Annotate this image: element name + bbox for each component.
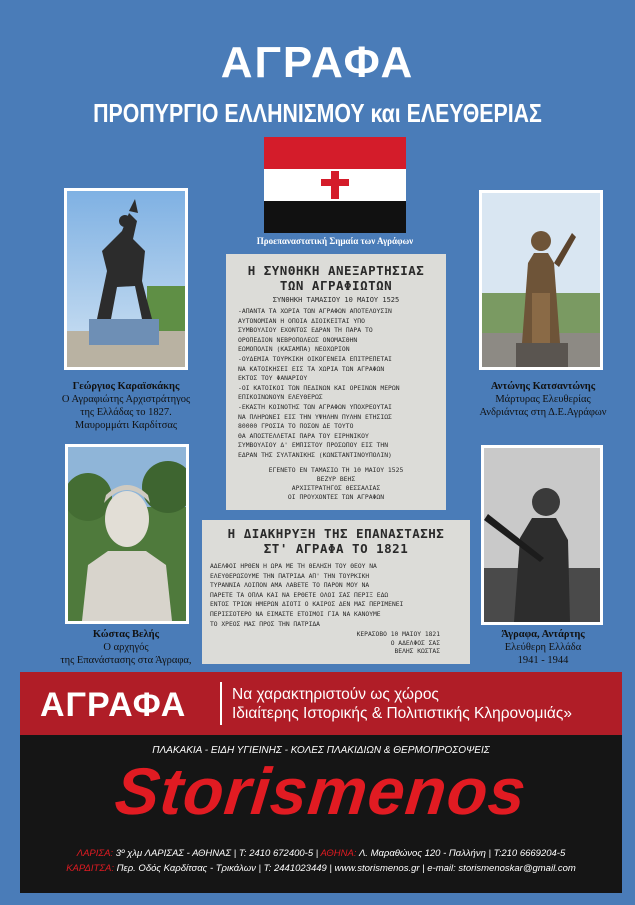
red-cross-icon xyxy=(264,169,406,201)
plaque2-line: ΠΑΡΕΤΕ ΤΑ ΟΠΛΑ ΚΑΙ ΝΑ ΕΡΘΕΤΕ ΟΛΟΙ ΣΑΣ ΠΕΡΙΞ ΕΔΩ xyxy=(210,591,389,599)
revolution-declaration-plaque xyxy=(202,520,470,664)
katsantonis-caption xyxy=(458,380,628,419)
antartis-line2: 1941 - 1944 xyxy=(517,655,569,666)
plaque2-line: ΕΛΕΥΘΕΡΩΣΟΥΜΕ ΤΗΝ ΠΑΤΡΙΔΑ ΑΠ' ΤΗΝ ΤΟΥΡΚΙΚΗ xyxy=(210,572,370,580)
banner-divider xyxy=(220,682,222,725)
plaque2-sign: ΚΕΡΑΣΟΒΟ 10 ΜΑΙΟΥ 1821 xyxy=(356,631,440,639)
plaque1-line: -ΑΠΑΝΤΑ ΤΑ ΧΩΡΙΑ ΤΩΝ ΑΓΡΑΦΩΝ ΑΠΟΤΕΛΟΥΣΙΝ xyxy=(238,307,392,315)
athina-text: Λ. Μαραθώνος 120 - Παλλήνη | Τ:210 6669204-5 xyxy=(358,848,566,859)
heritage-banner xyxy=(20,672,622,735)
plaque2-line: ΤΥΡΑΝΝΙΑ ΛΟΙΠΟΝ ΑΜΑ ΛΑΒΕΤΕ ΤΟ ΠΑΡΟΝ ΜΟΥ ΝΑ xyxy=(210,582,370,590)
karaiskakis-line3: Μαυρομμάτι Καρδίτσας xyxy=(74,420,178,431)
antartis-name: Άγραφα, Αντάρτης xyxy=(501,629,585,640)
plaque2-line: ΕΝΤΟΣ ΤΡΙΩΝ ΗΜΕΡΩΝ ΔΙΟΤΙ Ο ΚΑΙΡΟΣ ΔΕΝ ΜΑΣ ΠΕΡΙΜΕΝΕΙ xyxy=(210,601,404,609)
plaque2-sign: Ο ΑΔΕΛΦΟΣ ΣΑΣ xyxy=(390,639,440,647)
karaiskakis-name: Γεώργιος Καραϊσκάκης xyxy=(72,381,180,392)
plaque1-line: -ΟΥΔΕΜΙΑ ΤΟΥΡΚΙΚΗ ΟΙΚΟΓΕΝΕΙΑ ΕΠΙΤΡΕΠΕΤΑΙ xyxy=(238,354,392,363)
poster-title: ΑΓΡΑΦΑ xyxy=(220,38,415,87)
plaque1-line: ΕΔΡΑΝ ΤΗΣ ΣΥΛΤΑΝΙΚΗΣ (ΚΩΝΣΤΑΝΤΙΝΟΥΠΟΛΙΝ) xyxy=(238,450,392,459)
banner-line2: Ιδιαίτερης Ιστορικής & Πολιτιστικής Κληρονομιάς» xyxy=(232,705,572,722)
banner-line1: Να χαρακτηριστούν ως χώρος xyxy=(232,686,439,703)
larisa-label: ΛΑΡΙΣΑ: xyxy=(76,848,114,859)
antartis-photo xyxy=(481,445,603,625)
plaque1-line: ΝΑ ΠΛΗΡΩΝΕΙ ΕΙΣ ΤΗΝ ΥΨΗΛΗΝ ΠΥΛΗΝ ΕΤΗΣΙΩΣ xyxy=(238,412,392,421)
plaque1-date: ΣΥΝΘΗΚΗ ΤΑΜΑΣΙΟΥ 10 ΜΑΙΟΥ 1525 xyxy=(272,296,400,304)
plaque2-line: ΑΔΕΛΦΟΙ ΗΡΘΕΝ Η ΩΡΑ ΜΕ ΤΗ ΘΕΛΗΣΗ ΤΟΥ ΘΕΟΥ ΝΑ xyxy=(210,563,377,570)
banner-text xyxy=(232,685,572,723)
ad-tagline: ΠΛΑΚΑΚΙΑ - ΕΙΔΗ ΥΓΙΕΙΝΗΣ - ΚΟΛΕΣ ΠΛΑΚΙΔΙΩΝ & ΘΕΡΜΟΠΡΟΣΟΨΕΙΣ xyxy=(152,745,490,756)
velis-bust-photo xyxy=(65,444,189,624)
plaque2-line: ΠΕΡΙΣΣΟΤΕΡΟ ΝΑ ΕΙΜΑΣΤΕ ΕΤΟΙΜΟΙ ΓΙΑ ΝΑ ΚΑΝΟΥΜΕ xyxy=(210,610,381,618)
plaque1-footer: ΕΓΕΝΕΤΟ ΕΝ ΤΑΜΑΣΙΩ ΤΗ 10 ΜΑΙΟΥ 1525 xyxy=(268,465,404,474)
plaque2-sign: ΒΕΛΗΣ ΚΩΣΤΑΣ xyxy=(394,648,440,656)
plaque1-line: ΕΩΜΟΠΟΛΙΝ (ΚΑΣΑΜΠΑ) ΝΕΟΧΩΡΙΟΝ xyxy=(238,345,350,354)
independence-treaty-plaque xyxy=(226,254,446,510)
plaque1-line: 80000 ΓΡΟΣΙΑ ΤΟ ΠΟΣΟΝ ΔΕ ΤΟΥΤΟ xyxy=(238,422,354,431)
katsantonis-name: Αντώνης Κατσαντώνης xyxy=(490,381,596,392)
karditsa-text: Περ. Οδός Καρδίτσας - Τρικάλων | Τ: 2441023449 | www.storismenos.gr | e-mail: storismenoskar@gmail.com xyxy=(116,863,576,874)
storismenos-logo: Storismenos xyxy=(111,754,531,828)
velis-caption xyxy=(40,628,212,667)
plaque1-line: ΝΑ ΚΑΤΟΙΚΗΣΕΙ ΕΙΣ ΤΑ ΧΩΡΙΑ ΤΩΝ ΑΓΡΑΦΩΝ xyxy=(238,364,385,373)
plaque1-line: ΣΥΜΒΟΥΛΙΟΥ Δ' ΕΜΠΙΣΤΟΥ ΠΡΟΣΩΠΟΥ ΕΙΣ ΤΗΝ xyxy=(238,441,389,450)
antartis-line1: Ελεύθερη Ελλάδα xyxy=(504,642,582,653)
plaque1-line: ΘΑ ΑΠΟΣΤΕΛΛΕΤΑΙ ΠΑΡΑ ΤΟΥ ΕΙΡΗΝΙΚΟΥ xyxy=(238,431,369,440)
plaque2-title2: ΣΤ' ΑΓΡΑΦΑ ΤΟ 1821 xyxy=(263,541,409,556)
karditsa-label: ΚΑΡΔΙΤΣΑ: xyxy=(66,863,115,874)
velis-line1: Ο αρχηγός xyxy=(103,642,149,653)
velis-line2: της Επανάστασης στα Άγραφα, xyxy=(60,655,192,666)
athina-label: ΑΘΗΝΑ: xyxy=(320,848,357,859)
plaque2-title1: Η ΔΙΑΚΗΡΥΞΗ ΤΗΣ ΕΠΑΝΑΣΤΑΣΗΣ xyxy=(227,526,445,541)
plaque1-line: ΕΚΤΟΣ ΤΟΥ ΦΑΝΑΡΙΟΥ xyxy=(238,374,308,383)
plaque1-line: ΟΡΟΠΕΔΙΟΝ ΝΕΒΡΟΠΟΛΕΩΣ ΟΝΟΜΑΣΘΗΝ xyxy=(238,335,358,344)
plaque1-line: ΕΠΙΚΟΙΝΩΝΟΥΝ ΕΛΕΥΘΕΡΩΣ xyxy=(238,393,323,402)
plaque1-footer: ΒΕΖΥΡ ΒΕΗΣ xyxy=(316,474,356,483)
karaiskakis-line1: Ο Αγραφιώτης Αρχιστράτηγος xyxy=(61,394,191,405)
plaque1-footer: ΑΡΧΙΣΤΡΑΤΗΓΟΣ ΘΕΣΣΑΛΙΑΣ xyxy=(291,483,381,492)
plaque1-line: -ΟΙ ΚΑΤΟΙΚΟΙ ΤΩΝ ΠΕΔΙΝΩΝ ΚΑΙ ΟΡΕΙΝΩΝ ΜΕΡΩΝ xyxy=(238,383,400,392)
karaiskakis-line2: της Ελλάδας το 1827. xyxy=(80,407,172,418)
poster-subtitle: ΠΡΟΠΥΡΓΙΟ ΕΛΛΗΝΙΣΜΟΥ και ΕΛΕΥΘΕΡΙΑΣ xyxy=(93,98,542,128)
karaiskakis-caption xyxy=(48,380,204,432)
plaque2-line: ΤΟ ΧΡΕΟΣ ΜΑΣ ΠΡΟΣ ΤΗΝ ΠΑΤΡΙΔΑ xyxy=(210,620,320,628)
storismenos-advertisement xyxy=(20,735,622,893)
ad-karditsa xyxy=(20,863,622,874)
plaque1-line: ΑΥΤΟΝΟΜΙΑΝ Η ΟΠΟΙΑ ΔΙΟΙΚΕΙΤΑΙ ΥΠΟ xyxy=(238,316,365,325)
plaque1-title2: ΤΩΝ ΑΓΡΑΦΙΩΤΩΝ xyxy=(279,278,393,293)
plaque1-line: -ΕΚΑΣΤΗ ΚΟΙΝΟΤΗΣ ΤΩΝ ΑΓΡΑΦΩΝ ΥΠΟΧΡΕΟΥΤΑΙ xyxy=(238,402,392,411)
plaque1-title1: Η ΣΥΝΘΗΚΗ ΑΝΕΞΑΡΤΗΣΙΑΣ xyxy=(247,263,425,278)
flag-caption: Προεπαναστατική Σημαία των Αγράφων xyxy=(256,236,414,246)
katsantonis-statue-photo xyxy=(479,190,603,370)
katsantonis-line1: Μάρτυρας Ελευθερίας xyxy=(495,394,591,405)
plaque1-footer: ΟΙ ΠΡΟΥΧΟΝΤΕΣ ΤΩΝ ΑΓΡΑΦΩΝ xyxy=(287,492,385,501)
larisa-text: 3º χλμ ΛΑΡΙΣΑΣ - ΑΘΗΝΑΣ | Τ: 2410 672400-5 | xyxy=(115,848,319,859)
ad-larisa-athina xyxy=(20,848,622,859)
katsantonis-line2: Ανδριάντας στη Δ.Ε.Αγράφων xyxy=(479,407,607,418)
plaque1-line: ΣΥΜΒΟΥΛΙΟΥ ΕΧΟΝΤΟΣ ΕΔΡΑΝ ΤΗ ΠΑΡΑ ΤΟ xyxy=(238,326,373,335)
banner-title: ΑΓΡΑΦΑ xyxy=(40,686,187,724)
antartis-caption xyxy=(470,628,616,667)
agrafa-flag xyxy=(264,137,406,233)
karaiskakis-statue-photo xyxy=(64,188,188,370)
velis-name: Κώστας Βελής xyxy=(92,629,160,640)
